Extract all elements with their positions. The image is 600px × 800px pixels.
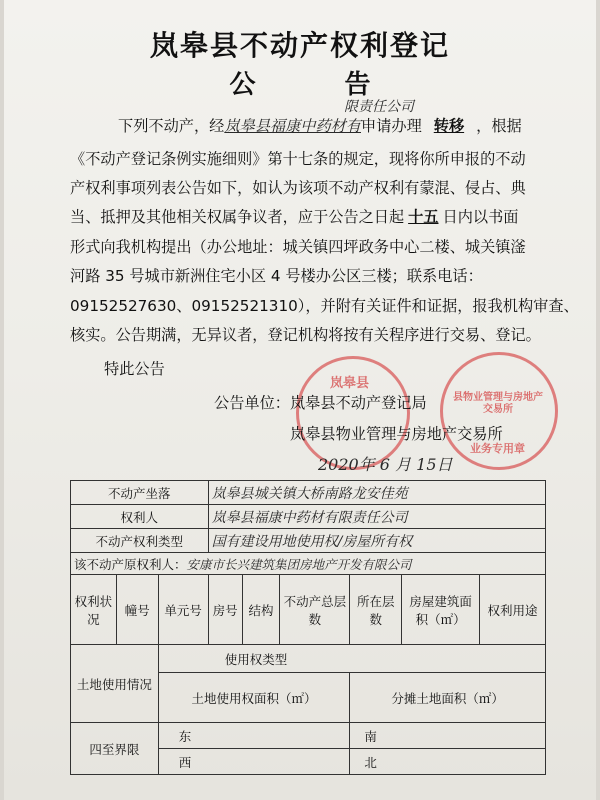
col-use: 权利用途: [480, 575, 546, 645]
col-floor: 所在层数: [350, 575, 402, 645]
property-info-table: [70, 480, 546, 775]
boundary-north: 北: [350, 749, 546, 775]
col-structure: 结构: [242, 575, 280, 645]
col-unit: 单元号: [158, 575, 208, 645]
boundary-label: 四至界限: [71, 723, 159, 775]
signature-line-1: 公告单位：岚皋县不动产登记局: [214, 394, 427, 412]
right-type-value: 国有建设用地使用权/房屋所有权: [208, 529, 545, 553]
original-owner-value: 安康市长兴建筑集团房地产开发有限公司: [186, 556, 412, 572]
body-line-2: 《不动产登记条例实施细则》第十七条的规定，现将你所申报的不动: [70, 150, 526, 168]
signature-org-2: 岚皋县物业管理与房地产交易所: [290, 425, 503, 443]
right-type-label: 不动产权利类型: [71, 529, 209, 553]
owner-label: 权利人: [71, 505, 209, 529]
body-line-3: 产权利事项列表公告如下，如认为该项不动产权利有蒙混、侵占、典: [70, 179, 526, 197]
col-building: 幢号: [116, 575, 158, 645]
col-total-floors: 不动产总层数: [280, 575, 350, 645]
land-usage-label: 土地使用情况: [71, 645, 159, 723]
closing-text: 特此公告: [104, 360, 165, 378]
status-label: 权利状况: [71, 575, 117, 645]
stamp-right-subtext: 业务专用章: [470, 442, 525, 455]
boundary-west: 西: [158, 749, 350, 775]
page-title: 岚皋县不动产权利登记: [149, 29, 450, 62]
applicant-handwritten-continuation: 限责任公司: [344, 99, 414, 115]
transaction-type: 转移: [433, 117, 465, 135]
stamp-right-text: 县物业管理与房地产交易所: [453, 392, 543, 415]
body-line-5: 形式向我机构提出（办公地址：城关镇四坪政务中心二楼、城关镇滏: [70, 238, 526, 256]
land-right-type: 使用权类型: [158, 645, 545, 673]
body-line-4: 当、抵押及其他相关权属争议者，应于公告之日起 十五 日内以书面: [70, 208, 519, 226]
col-room: 房号: [208, 575, 242, 645]
shared-land-area-label: 分摊土地面积（㎡）: [350, 673, 546, 723]
body-line-6: 河路 35 号城市新洲住宅小区 4 号楼办公区三楼；联系电话：: [70, 267, 483, 285]
applicant-handwritten: 岚皋县福康中药材有: [224, 117, 361, 135]
stamp-left-text: 岚皋县: [330, 376, 370, 391]
col-area: 房屋建筑面积（㎡）: [402, 575, 480, 645]
objection-days: 十五: [408, 208, 439, 226]
boundary-east: 东: [158, 723, 350, 749]
location-value: 岚皋县城关镇大桥南路龙安佳苑: [208, 481, 545, 505]
body-line-1: 下列不动产，经岚皋县福康中药材有申请办理 转移 ，根据: [118, 117, 522, 135]
page-subtitle: 公 告: [229, 70, 411, 100]
body-line-8: 核实。公告期满，无异议者，登记机构将按有关程序进行交易、登记。: [70, 326, 541, 344]
location-label: 不动产坐落: [71, 481, 209, 505]
body-line-7: 09152527630、09152521310），并附有关证件和证据，报我机构审查、: [70, 297, 579, 315]
boundary-south: 南: [350, 723, 546, 749]
land-area-label: 土地使用权面积（㎡）: [158, 673, 350, 723]
original-owner-row: 该不动产原权利人：安康市长兴建筑集团房地产开发有限公司: [71, 553, 546, 575]
notice-date: 2020年 6 月 15日: [318, 455, 453, 474]
signature-org-1: 岚皋县不动产登记局: [289, 394, 427, 412]
owner-value: 岚皋县福康中药材有限责任公司: [208, 505, 545, 529]
